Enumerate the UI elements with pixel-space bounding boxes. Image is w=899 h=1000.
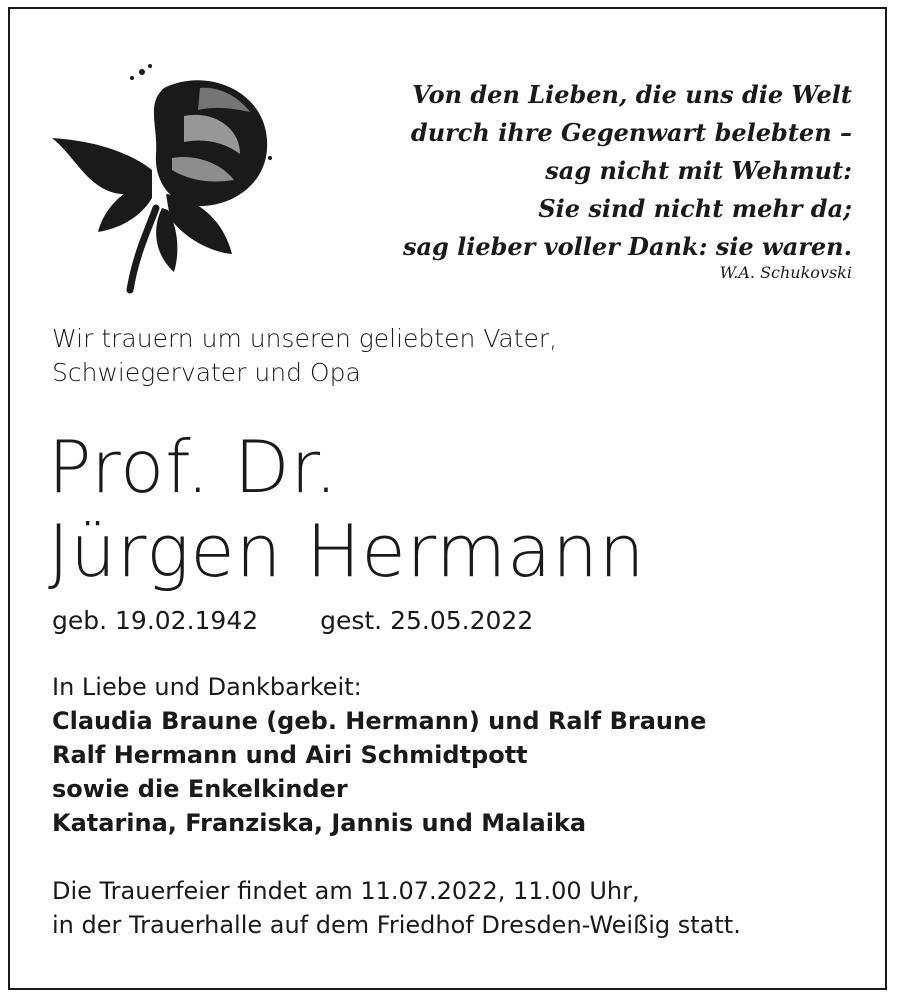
deceased-full-name: Jürgen Hermann <box>48 509 646 593</box>
death-date: gest. 25.05.2022 <box>320 606 534 635</box>
poem-quote <box>382 76 852 266</box>
poem-line: Von den Lieben, die uns die Welt <box>412 80 852 109</box>
funeral-service-info <box>52 874 741 942</box>
mourner-entry: Claudia Braune (geb. Hermann) und Ralf Braune <box>52 707 707 735</box>
poem-line: sag nicht mit Wehmut: <box>545 156 852 185</box>
birth-date: geb. 19.02.1942 <box>52 606 259 635</box>
mourners-list <box>52 670 706 840</box>
poem-line: Sie sind nicht mehr da; <box>538 194 852 223</box>
intro-line-1: Wir trauern um unseren geliebten Vater, <box>52 324 558 353</box>
deceased-title: Prof. Dr. <box>48 425 339 509</box>
life-dates <box>52 604 533 638</box>
mourner-entry: Ralf Hermann und Airi Schmidtpott <box>52 741 528 769</box>
mourner-entry: sowie die Enkelkinder <box>52 775 348 803</box>
intro-line-2: Schwiegervater und Opa <box>52 358 361 387</box>
poem-line: durch ihre Gegenwart belebten – <box>410 118 852 147</box>
deceased-name <box>48 425 646 593</box>
service-line-1: Die Trauerfeier findet am 11.07.2022, 11.00 Uhr, <box>52 877 640 905</box>
service-line-2: in der Trauerhalle auf dem Friedhof Dresden-Weißig statt. <box>52 911 741 939</box>
mourner-entry: Katarina, Franziska, Jannis und Malaika <box>52 809 587 837</box>
mourning-intro <box>52 322 557 390</box>
mourners-lead: In Liebe und Dankbarkeit: <box>52 673 362 701</box>
poem-line: sag lieber voller Dank: sie waren. <box>402 232 852 261</box>
poem-author: W.A. Schukovski <box>719 263 852 282</box>
rose-icon <box>44 58 284 298</box>
